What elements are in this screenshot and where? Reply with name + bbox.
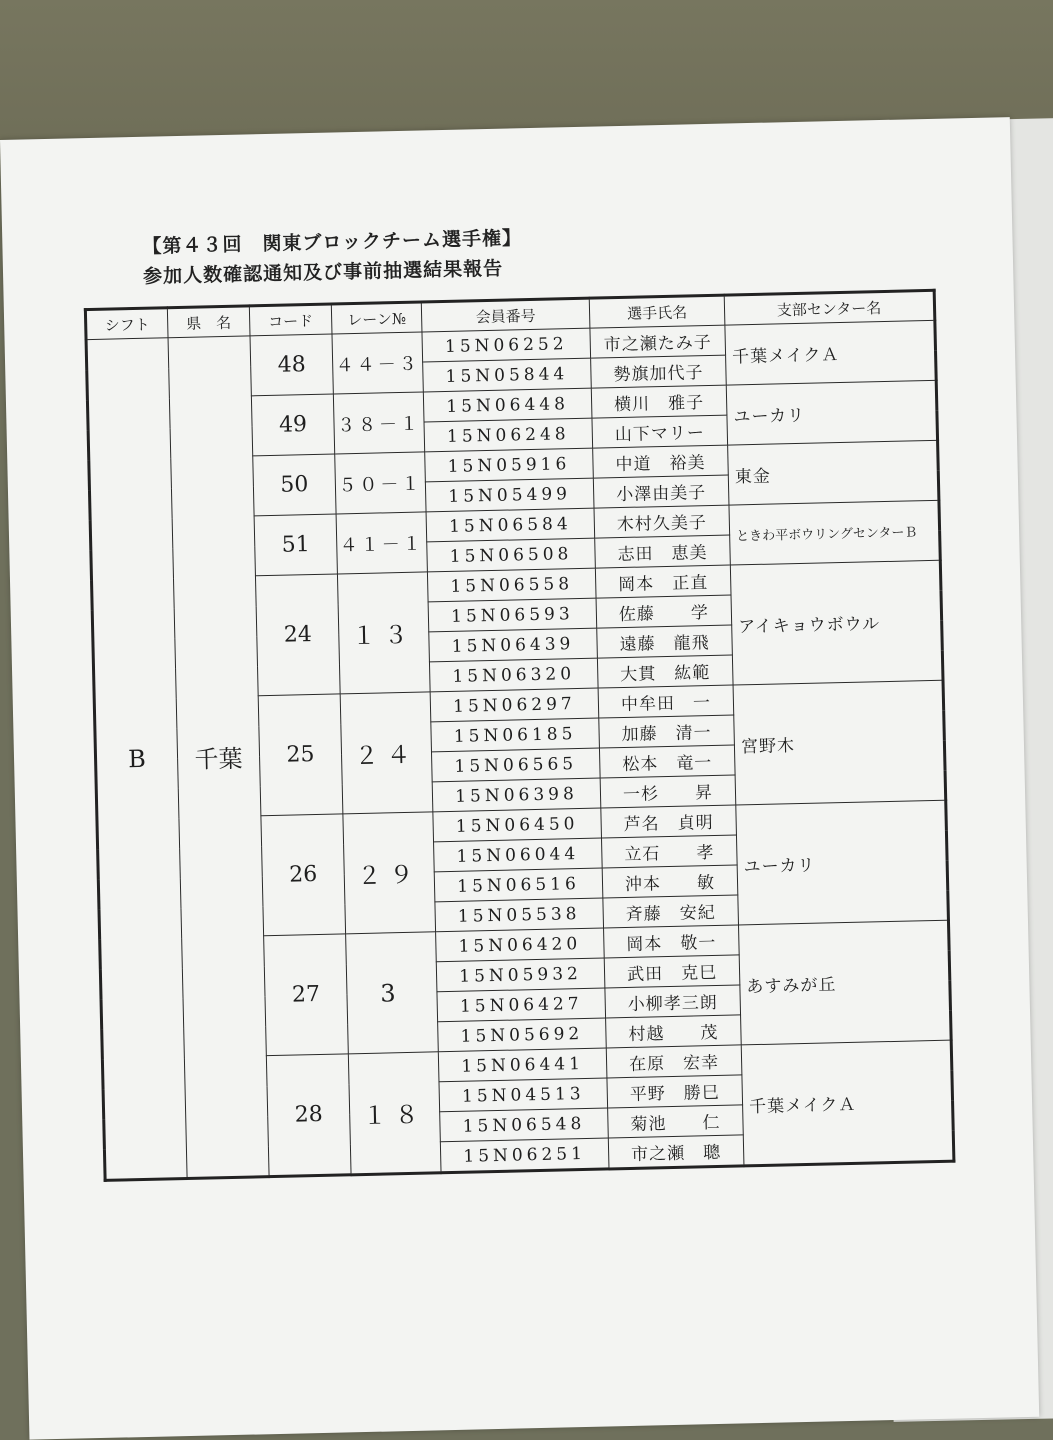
player-name-cell: 芦名 貞明 <box>601 805 737 838</box>
member-number-cell: 15N06565 <box>431 748 600 782</box>
team-code-cell: 24 <box>255 574 340 696</box>
player-name-cell: 岡本 敬一 <box>604 925 740 958</box>
lane-cell: ４１－１ <box>336 512 427 574</box>
document-page <box>0 117 1039 1440</box>
player-name-cell: 小柳孝三朗 <box>605 985 741 1018</box>
center-name-cell: 東金 <box>728 440 939 505</box>
member-number-cell: 15N06450 <box>433 808 602 842</box>
shift-cell: B <box>86 338 187 1181</box>
player-name-cell: 中牟田 一 <box>598 685 734 718</box>
center-name-cell: ユーカリ <box>726 380 937 445</box>
member-number-cell: 15N06185 <box>431 718 600 752</box>
header-player-name: 選手氏名 <box>589 295 725 328</box>
player-name-cell: 在原 宏幸 <box>606 1045 742 1078</box>
player-name-cell: 横川 雅子 <box>591 385 727 418</box>
center-name-cell: アイキョウボウル <box>730 560 943 685</box>
document-title <box>142 223 523 292</box>
member-number-cell: 15N06297 <box>430 688 599 722</box>
member-number-cell: 15N06420 <box>436 928 605 962</box>
player-name-cell: 松本 竜一 <box>599 745 735 778</box>
header-member-no: 会員番号 <box>421 298 590 332</box>
member-number-cell: 15N05932 <box>436 958 605 992</box>
header-shift: シフト <box>85 308 168 340</box>
team-code-cell: 50 <box>253 454 336 516</box>
player-name-cell: 村越 茂 <box>606 1015 742 1048</box>
player-name-cell: 木村久美子 <box>594 505 730 538</box>
lane-cell: 3 <box>346 932 439 1054</box>
member-number-cell: 15N05692 <box>438 1018 607 1052</box>
player-name-cell: 加藤 清一 <box>599 715 735 748</box>
header-lane: レーン№ <box>331 302 422 334</box>
player-name-cell: 市之瀬 聰 <box>608 1135 744 1169</box>
player-name-cell: 沖本 敏 <box>602 865 738 898</box>
center-name-cell: あすみが丘 <box>738 920 951 1045</box>
member-number-cell: 15N05916 <box>425 448 594 482</box>
member-number-cell: 15N06548 <box>440 1108 609 1142</box>
center-name-cell: 宮野木 <box>733 680 946 805</box>
member-number-cell: 15N05538 <box>435 898 604 932</box>
player-name-cell: 市之瀬たみ子 <box>590 325 726 358</box>
member-number-cell: 15N06251 <box>440 1138 609 1173</box>
lane-cell: ２９ <box>343 812 436 934</box>
member-number-cell: 15N06584 <box>426 508 595 542</box>
team-code-cell: 26 <box>261 814 346 936</box>
title-line-2: 参加人数確認通知及び事前抽選結果報告 <box>142 257 504 288</box>
team-code-cell: 28 <box>266 1054 351 1177</box>
member-number-cell: 15N06044 <box>434 838 603 872</box>
table-body <box>86 320 954 1180</box>
member-number-cell: 15N06427 <box>437 988 606 1022</box>
member-number-cell: 15N06398 <box>432 778 601 812</box>
player-name-cell: 中道 裕美 <box>593 445 729 478</box>
player-name-cell: 大貫 紘範 <box>597 655 733 688</box>
member-number-cell: 15N06516 <box>434 868 603 902</box>
title-line-1: 【第４３回 関東ブロックチーム選手権】 <box>142 227 523 258</box>
player-name-cell: 菊池 仁 <box>608 1105 744 1138</box>
member-number-cell: 15N05844 <box>423 358 592 392</box>
results-table <box>84 289 956 1182</box>
team-code-cell: 49 <box>251 394 334 456</box>
player-name-cell: 立石 孝 <box>601 835 737 868</box>
player-name-cell: 志田 恵美 <box>595 535 731 568</box>
player-name-cell: 武田 克巳 <box>604 955 740 988</box>
member-number-cell: 15N06448 <box>423 388 592 422</box>
member-number-cell: 15N06508 <box>427 538 596 572</box>
member-number-cell: 15N06439 <box>429 628 598 662</box>
player-name-cell: 平野 勝巳 <box>607 1075 743 1108</box>
player-name-cell: 山下マリー <box>592 415 728 448</box>
header-prefecture: 県 名 <box>167 306 250 338</box>
member-number-cell: 15N04513 <box>439 1078 608 1112</box>
lane-cell: １３ <box>337 572 430 694</box>
team-code-cell: 48 <box>250 334 333 396</box>
lane-cell: ５０－１ <box>335 452 426 514</box>
player-name-cell: 遠藤 龍飛 <box>597 625 733 658</box>
team-code-cell: 27 <box>264 934 349 1056</box>
lane-cell: ３８－１ <box>333 392 424 454</box>
player-name-cell: 一杉 昇 <box>600 775 736 808</box>
player-name-cell: 岡本 正直 <box>595 565 731 598</box>
lane-cell: ２４ <box>340 692 433 814</box>
member-number-cell: 15N06558 <box>427 568 596 602</box>
player-name-cell: 勢旗加代子 <box>591 355 727 388</box>
lane-cell: １８ <box>348 1052 441 1175</box>
player-name-cell: 斉藤 安紀 <box>603 895 739 928</box>
header-code: コード <box>249 304 332 336</box>
member-number-cell: 15N05499 <box>425 478 594 512</box>
member-number-cell: 15N06441 <box>438 1048 607 1082</box>
player-name-cell: 佐藤 学 <box>596 595 732 628</box>
header-center-name: 支部センター名 <box>724 290 935 325</box>
center-name-cell: ユーカリ <box>736 800 949 925</box>
center-name-cell: 千葉メイクＡ <box>725 320 936 385</box>
team-code-cell: 51 <box>254 514 337 576</box>
team-code-cell: 25 <box>258 694 343 816</box>
center-name-cell: 千葉メイクＡ <box>741 1040 954 1166</box>
prefecture-cell: 千葉 <box>168 336 269 1179</box>
player-name-cell: 小澤由美子 <box>593 475 729 508</box>
member-number-cell: 15N06593 <box>428 598 597 632</box>
lane-cell: ４４－３ <box>332 332 423 394</box>
member-number-cell: 15N06248 <box>424 418 593 452</box>
center-name-cell: ときわ平ボウリングセンターＢ <box>729 500 940 565</box>
member-number-cell: 15N06252 <box>422 328 591 362</box>
member-number-cell: 15N06320 <box>429 658 598 692</box>
